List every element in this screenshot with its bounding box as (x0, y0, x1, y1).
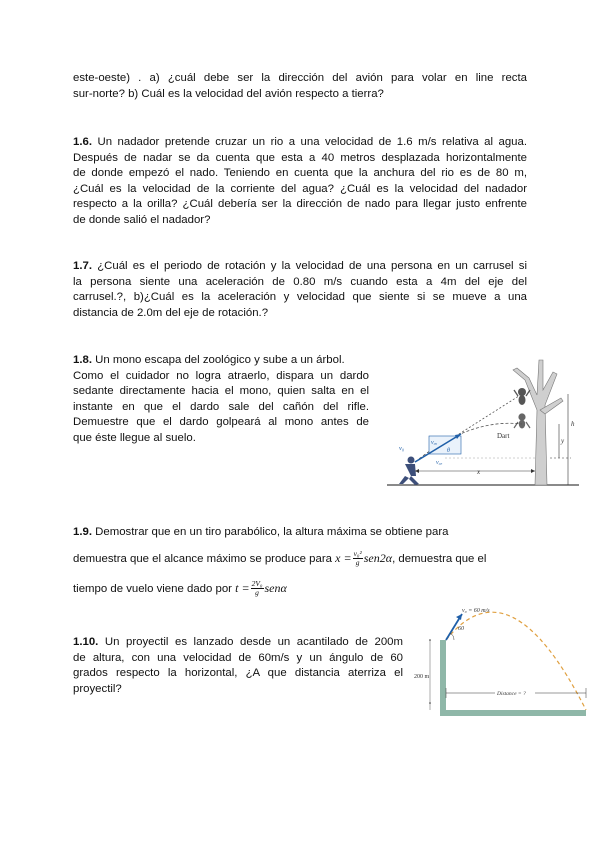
p19-text-2b: , demuestra que el (392, 553, 487, 565)
label-v0: v₀ (399, 445, 405, 452)
p19-text-1: Demostrar que en un tiro parabólico, la altura máxima se obtiene para (95, 526, 449, 538)
label-dart: Dart (497, 432, 510, 440)
p16-line-6: de donde salió el nadador? (73, 213, 211, 226)
label-angle: 60 (458, 626, 464, 632)
falling-monkey-icon (514, 413, 530, 428)
p16-line-3: de donde empezó el nado. Teniendo en cuenta que la anchura del rio es de 80 m, (73, 167, 527, 180)
problem-1-10 (73, 635, 403, 697)
problem-number: 1.9. (73, 526, 92, 538)
label-h: h (571, 420, 575, 428)
p17-line-2: la persona siente una aceleración de 0.80 m/s cuando esta a 4m del eje del (73, 275, 527, 288)
p18-line-5: Demuestre que el dardo golpeará al mono antes de (73, 416, 369, 429)
p110-line-1 (73, 635, 403, 651)
problem-1-7 (73, 259, 527, 321)
eq2-lhs: t = (235, 581, 250, 595)
problem-number: 1.8. (73, 354, 92, 366)
p110-line-3: grados respecto la horizontal, ¿A que distancia aterriza el (73, 667, 403, 680)
p110-line-4: proyectil? (73, 682, 122, 695)
eq2-denominator: g (255, 588, 259, 598)
eq1-rhs: sen2α (363, 551, 393, 565)
p18-line-2: Como el cuidador no logra atraerlo, dispara un dardo (73, 369, 369, 382)
p18-line-1 (73, 353, 369, 369)
cliff (440, 640, 446, 716)
p17-line-3: carrusel.?, b)¿Cuál es la aceleración y velocidad que siente si se mueve a una (73, 291, 527, 304)
intro-line-2: sur-norte? b) Cuál es la velocidad del avión respecto a tierra? (73, 87, 384, 100)
eq2-fraction (251, 580, 264, 597)
p18-line-4: instante en que el dardo sale del cañón del rifle. (73, 400, 369, 413)
p110-line-2: de altura, con una velocidad de 60m/s y un ángulo de 60 (73, 651, 403, 664)
p18-text-1: Un mono escapa del zoológico y sube a un árbol. (95, 354, 345, 366)
p19-line-2 (73, 547, 563, 570)
intro-paragraph (73, 71, 527, 102)
label-distance: Distance = ? (497, 691, 526, 697)
eq1-fraction (353, 550, 363, 567)
p19-line-1 (73, 523, 543, 541)
p16-line-2: Después de nadar se da cuenta que esta a 40 metros desplazada horizontalmente (73, 151, 527, 164)
problem-number: 1.7. (73, 260, 92, 272)
p17-line-1 (73, 259, 527, 275)
cliff-projectile-figure (410, 600, 590, 720)
eq2-numerator: 2V₀ (251, 579, 263, 589)
eq1-lhs: x = (335, 551, 352, 565)
monkey-dart-figure (385, 350, 581, 495)
problem-1-8 (73, 353, 369, 447)
problem-number: 1.6. (73, 136, 92, 148)
p17-text-1: ¿Cuál es el periodo de rotación y la velocidad de una persona en un carrusel si (97, 260, 527, 272)
p16-text-1: Un nadador pretende cruzar un rio a una velocidad de 1.6 m/s relativa al agua. (97, 136, 527, 148)
problem-1-6 (73, 135, 527, 229)
label-x: x (477, 468, 481, 476)
eq1-numerator: v₀² (353, 549, 362, 559)
p110-text-1: Un proyectil es lanzado desde un acantilado de 200m (104, 636, 403, 648)
eq2-rhs: senα (264, 581, 287, 595)
label-v0y: v₀ᵧ (431, 440, 438, 446)
p16-line-5: respecto a la orilla? ¿Cuál debería ser la dirección de nado para llegar justo enfrente (73, 198, 527, 211)
label-v0x: v₀ₓ (436, 460, 443, 466)
p16-line-1 (73, 135, 527, 151)
monkey-icon (514, 388, 530, 405)
p17-line-4: distancia de 2.0m del eje de rotación.? (73, 306, 269, 319)
label-theta: θ (447, 448, 450, 454)
label-height: 200 m (414, 674, 430, 680)
p18-line-3: sedante directamente hacia el mono, quien salta en el (73, 385, 369, 398)
intro-line-1: este-oeste) . a) ¿cuál debe ser la dirección del avión para volar en line recta (73, 72, 527, 84)
p19-text-2: demuestra que el alcance máximo se produce para (73, 553, 332, 565)
p19-line-3 (73, 577, 543, 600)
p19-text-3: tiempo de vuelo viene dado por (73, 583, 232, 595)
problem-1-9 (73, 523, 543, 541)
label-velocity: v₀ = 60 m/s (462, 608, 490, 614)
eq1-denominator: g (355, 558, 360, 568)
p18-line-6: que éste llegue al suelo. (73, 431, 196, 444)
problem-number: 1.10. (73, 636, 99, 648)
p16-line-4: ¿Cuál es la velocidad de la corriente del agua? ¿Cuál es la velocidad del nadador (73, 182, 527, 195)
ground (440, 710, 586, 716)
label-y: y (561, 437, 565, 445)
